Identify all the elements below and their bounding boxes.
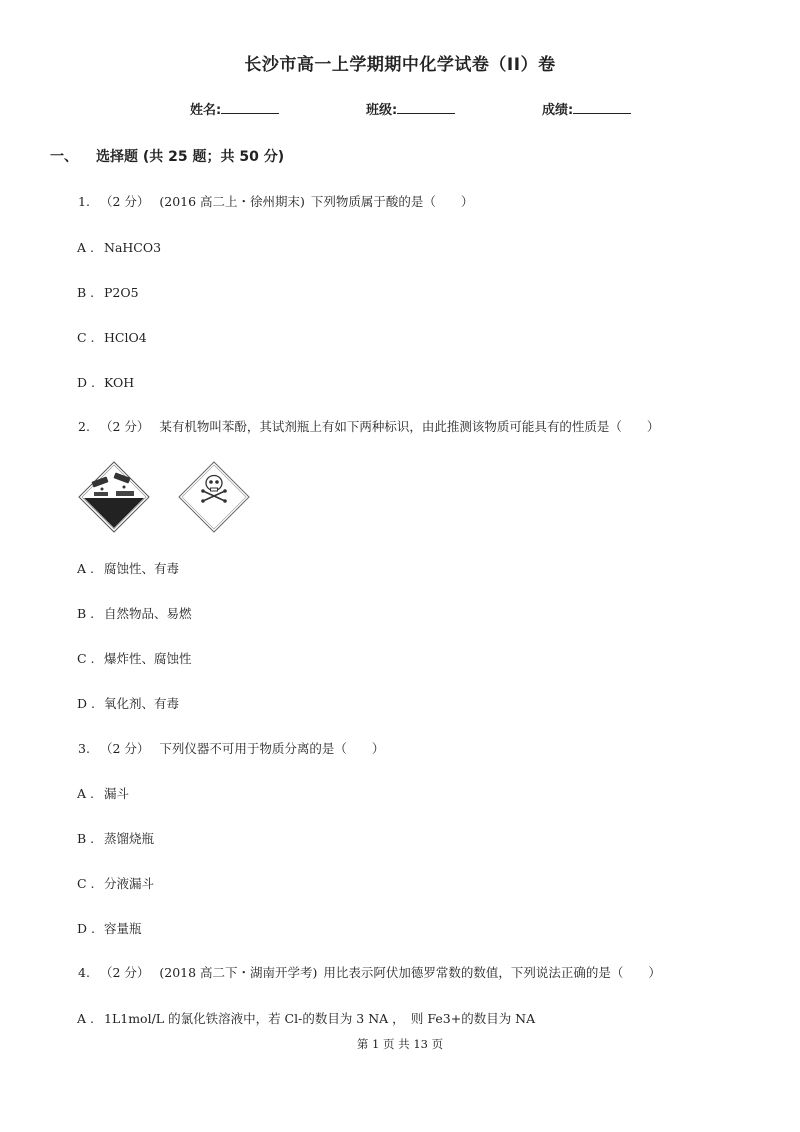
question-2: [78, 417, 659, 435]
section-text: 选择题 (共 25 题；共 50 分): [96, 149, 285, 165]
question-text: 用比表示阿伏加德罗常数的数值，下列说法正确的是（ ）: [323, 965, 661, 980]
toxic-skull-hazard-icon: [179, 462, 249, 532]
question-number: 2.: [78, 419, 90, 434]
question-score: （2 分）: [99, 741, 150, 756]
q1-option-c[interactable]: C . HClO4: [77, 330, 147, 345]
class-label: 班级:: [366, 103, 398, 118]
score-label: 成绩:: [542, 103, 574, 118]
q1-option-b[interactable]: B . P2O5: [77, 285, 139, 300]
section-heading: [50, 146, 284, 166]
page-title: 长沙市高一上学期期中化学试卷（II）卷: [244, 55, 556, 75]
q2-option-a[interactable]: A . 腐蚀性、有毒: [77, 561, 180, 576]
q2-option-d[interactable]: D . 氧化剂、有毒: [77, 696, 180, 711]
corrosive-hazard-icon: [79, 462, 149, 532]
question-score: （2 分）: [99, 965, 150, 980]
q1-option-d[interactable]: D . KOH: [77, 375, 135, 390]
q2-option-b[interactable]: B . 自然物品、易燃: [77, 606, 192, 621]
question-number: 4.: [78, 965, 90, 980]
question-source: (2016 高二上・徐州期末): [159, 194, 305, 209]
name-label: 姓名:: [190, 103, 222, 118]
q3-option-c[interactable]: C . 分液漏斗: [77, 876, 155, 891]
question-1: [78, 192, 473, 210]
q4-option-a[interactable]: A . 1L1mol/L 的氯化铁溶液中，若 Cl-的数目为 3 NA ， 则 Fe3+的数目为 NA: [77, 1011, 536, 1026]
q1-option-a[interactable]: A . NaHCO3: [77, 240, 162, 255]
q3-option-d[interactable]: D . 容量瓶: [77, 921, 142, 936]
question-number: 1.: [78, 194, 90, 209]
hazard-labels-svg: [78, 461, 258, 533]
class-blank: [397, 101, 455, 114]
question-text: 某有机物叫苯酚，其试剂瓶上有如下两种标识，由此推测该物质可能具有的性质是（ ）: [159, 419, 660, 434]
q3-option-a[interactable]: A . 漏斗: [77, 786, 130, 801]
question-source: (2018 高二下・湖南开学考): [159, 965, 318, 980]
q2-option-c[interactable]: C . 爆炸性、腐蚀性: [77, 651, 192, 666]
section-number: 一、: [50, 149, 78, 165]
class-field: [366, 99, 455, 118]
question-4: [78, 963, 661, 981]
score-field: [542, 99, 631, 118]
question-3: [78, 739, 384, 757]
q3-option-b[interactable]: B . 蒸馏烧瓶: [77, 831, 155, 846]
question-score: （2 分）: [99, 419, 150, 434]
question-number: 3.: [78, 741, 90, 756]
name-field: [190, 99, 279, 118]
question-score: （2 分）: [99, 194, 150, 209]
hazard-labels: [78, 461, 258, 537]
question-text: 下列仪器不可用于物质分离的是（ ）: [159, 741, 385, 756]
question-text: 下列物质属于酸的是（ ）: [310, 194, 474, 209]
name-blank: [221, 101, 279, 114]
page-footer: 第 1 页 共 13 页: [356, 1037, 444, 1051]
score-blank: [573, 101, 631, 114]
